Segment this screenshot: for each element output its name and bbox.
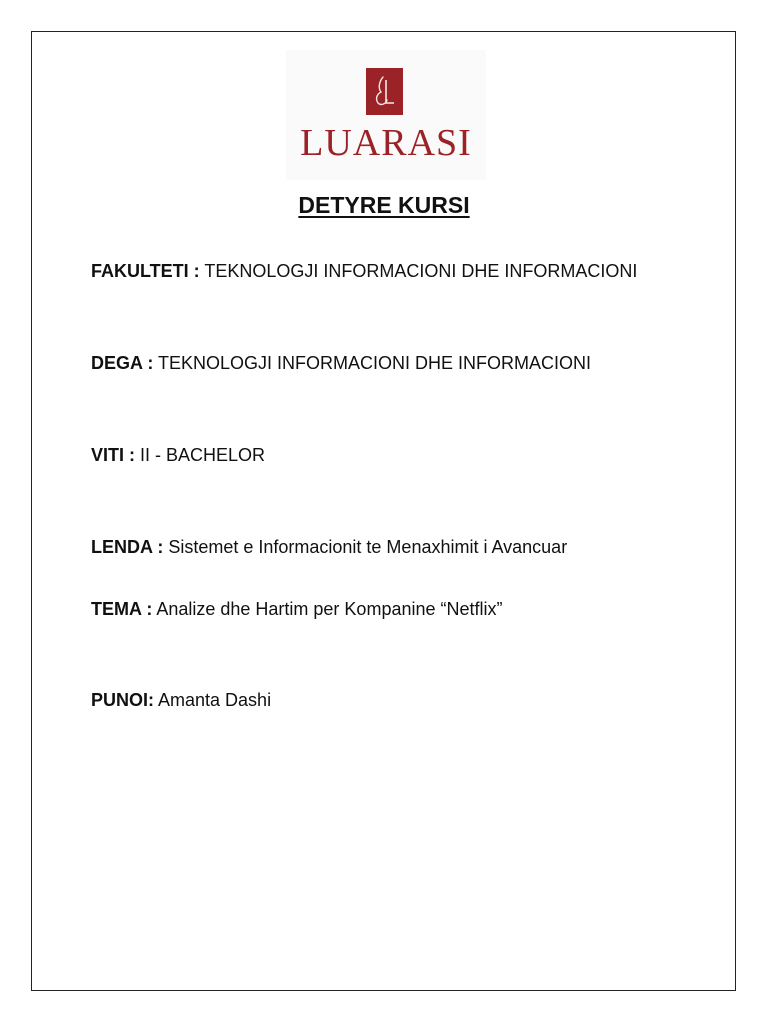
field-label: PUNOI:: [91, 690, 154, 710]
field-label: TEMA :: [91, 599, 153, 619]
logo-text: LUARASI: [300, 122, 472, 164]
luarasi-logo-icon: [366, 68, 403, 115]
field-punoi: [91, 688, 271, 712]
field-value: Analize dhe Hartim per Kompanine “Netflix”: [156, 599, 503, 619]
field-value: TEKNOLOGJI INFORMACIONI DHE INFORMACIONI: [158, 353, 592, 373]
field-label: FAKULTETI :: [91, 261, 200, 281]
document-title: DETYRE KURSI: [298, 192, 470, 218]
field-value: TEKNOLOGJI INFORMACIONI DHE INFORMACIONI: [204, 261, 638, 281]
field-dega: [91, 351, 591, 375]
field-value: Sistemet e Informacionit te Menaxhimit i Avancuar: [168, 537, 568, 557]
field-viti: [91, 443, 265, 467]
field-label: DEGA :: [91, 353, 154, 373]
field-value: II - BACHELOR: [140, 445, 266, 465]
field-tema: [91, 597, 503, 621]
university-logo: [286, 50, 486, 180]
field-value: Amanta Dashi: [158, 690, 272, 710]
field-label: LENDA :: [91, 537, 164, 557]
field-label: VITI :: [91, 445, 135, 465]
field-lenda: [91, 535, 567, 559]
field-fakulteti: [91, 259, 637, 283]
